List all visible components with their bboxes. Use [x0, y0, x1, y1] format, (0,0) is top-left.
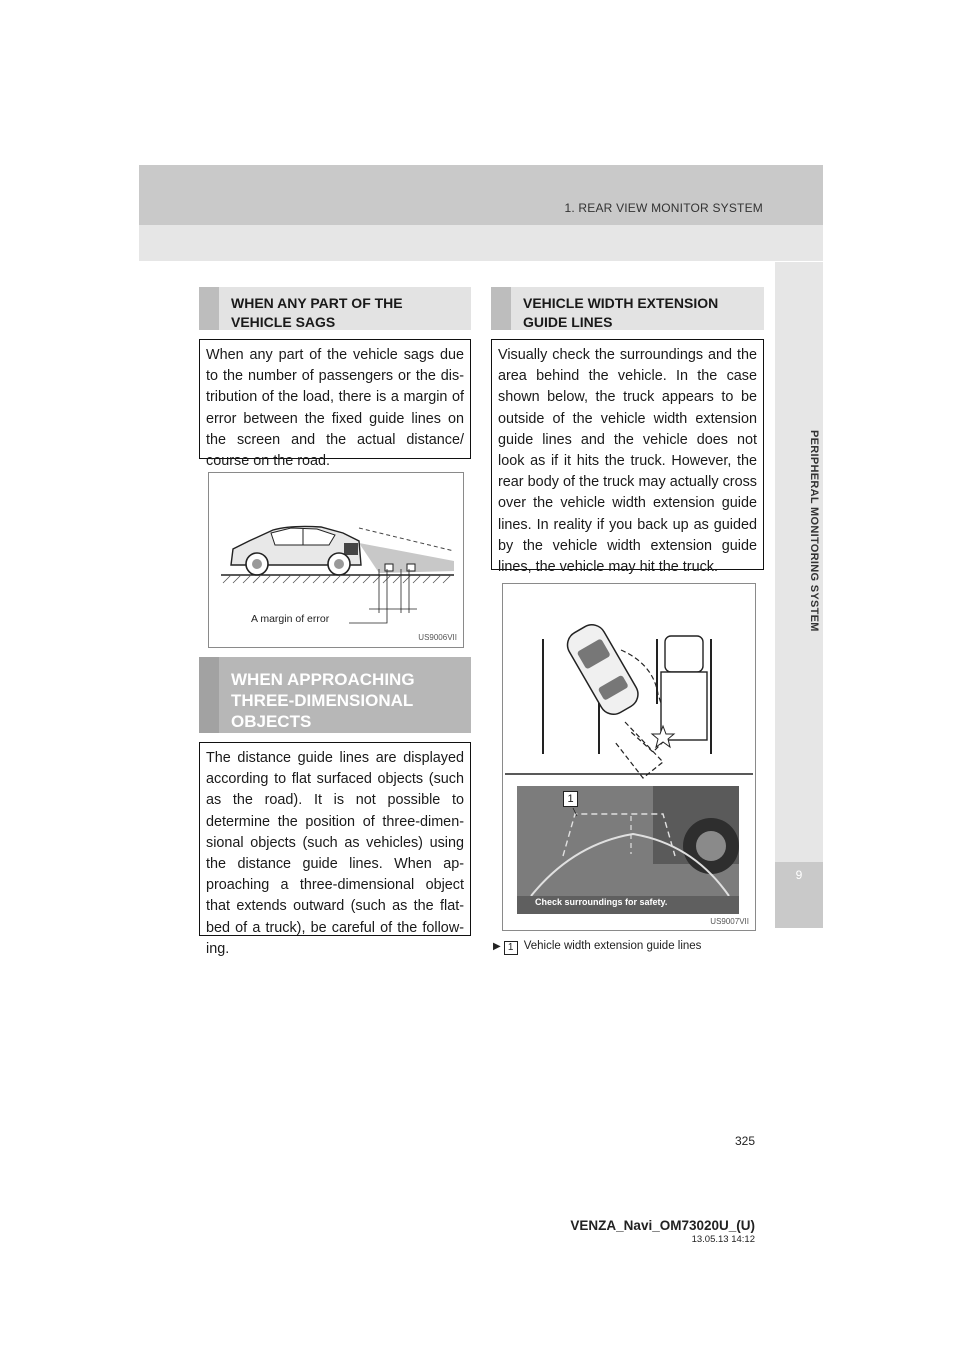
sagging-car-illustration [209, 473, 463, 647]
page-number: 325 [734, 1134, 755, 1148]
caption-arrow-icon: ▶ [493, 941, 501, 952]
heading-line: WHEN APPROACHING [231, 670, 415, 689]
chapter-side-label: PERIPHERAL MONITORING SYSTEM [808, 430, 820, 632]
section-heading-vehicle-sags [199, 287, 471, 330]
heading-line: GUIDE LINES [523, 314, 613, 330]
figure-id: US9006VII [418, 633, 457, 642]
heading-line: OBJECTS [231, 712, 312, 731]
heading-line: THREE-DIMENSIONAL [231, 691, 414, 710]
body-text-vehicle-sags: When any part of the vehicle sags due to the number of passengers or the dis-tribution of the load, there is a margin of error between the fixed guide lines on the screen and the actual distance/ course on the road. [199, 339, 471, 459]
section-heading-three-dimensional-objects [199, 657, 471, 733]
heading-line: WHEN ANY PART OF THE [231, 295, 403, 311]
screen-safety-message: Check surroundings for safety. [535, 897, 668, 907]
body-text-width-extension-lines: Visually check the surroundings and the area behind the vehicle. In the case shown below, the truck appears to be outside of the vehicle width extension guide lines and the vehicle does not look as if it hits the truck. However, the rear body of the truck may actually cross over the vehicle width extension guide lines. In reality if you back up as guided by the vehicle width extension guide lines, the vehicle may hit the truck. [491, 339, 764, 570]
caption-callout-number: 1 [504, 941, 518, 955]
callout-number-1: 1 [563, 791, 578, 807]
figure-vehicle-sag [208, 472, 464, 648]
chapter-number-box [775, 862, 823, 928]
header-subband [139, 225, 823, 261]
figure-id: US9007VII [710, 917, 749, 926]
figure-width-extension [502, 583, 756, 931]
heading-line: VEHICLE WIDTH EXTENSION [523, 295, 719, 311]
header-band [139, 165, 823, 225]
document-id: VENZA_Navi_OM73020U_(U) [570, 1218, 755, 1233]
margin-of-error-label: A margin of error [251, 613, 330, 625]
truck-clearance-illustration [503, 584, 755, 930]
figure-caption [493, 940, 701, 955]
chapter-number: 9 [795, 868, 803, 882]
caption-text: Vehicle width extension guide lines [523, 940, 702, 952]
body-text-three-dimensional-objects: The distance guide lines are displayed according to flat surfaced objects (such as the road). It is not possible to determine the position of three-dimen-sional objects (such as vehicles) using the distance guide lines. When ap-proaching a three-dimensional object that extends outward (such as the flat-bed of a truck), be careful of the follow-ing. [199, 742, 471, 936]
document-date: 13.05.13 14:12 [691, 1234, 755, 1245]
heading-line: VEHICLE SAGS [231, 314, 336, 330]
section-heading-width-extension-lines [491, 287, 764, 330]
page-header-title: 1. REAR VIEW MONITOR SYSTEM [564, 201, 763, 215]
